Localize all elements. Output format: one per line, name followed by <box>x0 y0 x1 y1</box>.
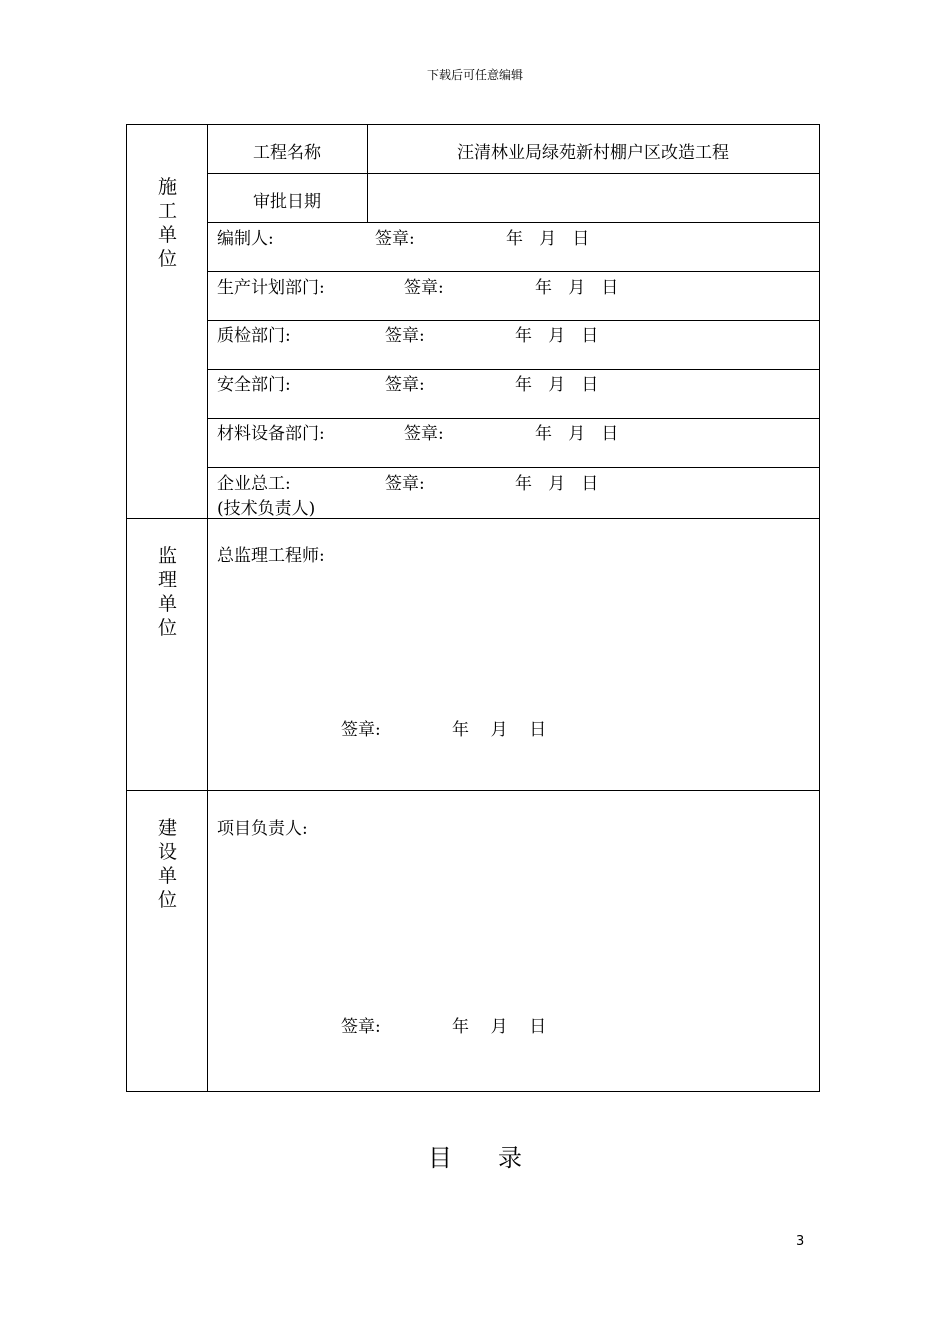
date-label: 年 月 日 <box>515 375 599 395</box>
construction-unit-label <box>127 175 208 271</box>
divider <box>207 320 819 321</box>
label-char: 设 <box>157 841 177 863</box>
role-label: 安全部门: <box>217 375 291 395</box>
approval-form <box>126 124 820 1092</box>
date-label: 年 月 日 <box>535 278 619 298</box>
label-char: 单 <box>157 593 177 615</box>
divider <box>207 173 819 174</box>
approval-date-label: 审批日期 <box>253 192 321 212</box>
supervisor-date: 年 月 日 <box>452 720 547 740</box>
role-label: 生产计划部门: <box>217 278 325 298</box>
owner-date: 年 月 日 <box>452 1017 547 1037</box>
divider <box>207 222 819 223</box>
owner-role: 项目负责人: <box>217 819 308 839</box>
role-label: 材料设备部门: <box>217 424 325 444</box>
role-sublabel: (技术负责人) <box>217 499 316 519</box>
project-name-label: 工程名称 <box>253 143 321 163</box>
role-label: 质检部门: <box>217 326 291 346</box>
role-label: 编制人: <box>217 229 274 249</box>
sign-label: 签章: <box>375 229 415 249</box>
divider <box>207 369 819 370</box>
label-char: 位 <box>157 889 177 911</box>
sign-label: 签章: <box>385 326 425 346</box>
section-divider <box>127 790 819 791</box>
role-label: 企业总工: <box>217 474 291 494</box>
sign-label: 签章: <box>385 474 425 494</box>
date-label: 年 月 日 <box>515 326 599 346</box>
label-char: 单 <box>157 224 177 246</box>
owner-unit-label <box>127 816 208 912</box>
date-label: 年 月 日 <box>515 474 599 494</box>
date-label: 年 月 日 <box>506 229 590 249</box>
label-char: 位 <box>157 248 177 270</box>
toc-title: 目录 <box>428 1144 568 1172</box>
supervisor-sign: 签章: <box>341 720 381 740</box>
owner-sign: 签章: <box>341 1017 381 1037</box>
label-char: 理 <box>157 569 177 591</box>
label-char: 单 <box>157 865 177 887</box>
label-char: 监 <box>157 545 177 567</box>
label-char: 位 <box>157 617 177 639</box>
label-char: 工 <box>157 200 177 222</box>
divider <box>207 467 819 468</box>
divider <box>207 271 819 272</box>
project-name-value: 汪清林业局绿苑新村棚户区改造工程 <box>457 143 729 163</box>
supervision-unit-label <box>127 544 208 640</box>
page-number: 3 <box>796 1234 805 1249</box>
label-char: 建 <box>157 817 177 839</box>
supervisor-role: 总监理工程师: <box>217 546 325 566</box>
date-label: 年 月 日 <box>535 424 619 444</box>
sign-label: 签章: <box>385 375 425 395</box>
sign-label: 签章: <box>404 278 444 298</box>
sign-label: 签章: <box>404 424 444 444</box>
header-note: 下载后可任意编辑 <box>426 68 523 82</box>
label-char: 施 <box>157 176 177 198</box>
